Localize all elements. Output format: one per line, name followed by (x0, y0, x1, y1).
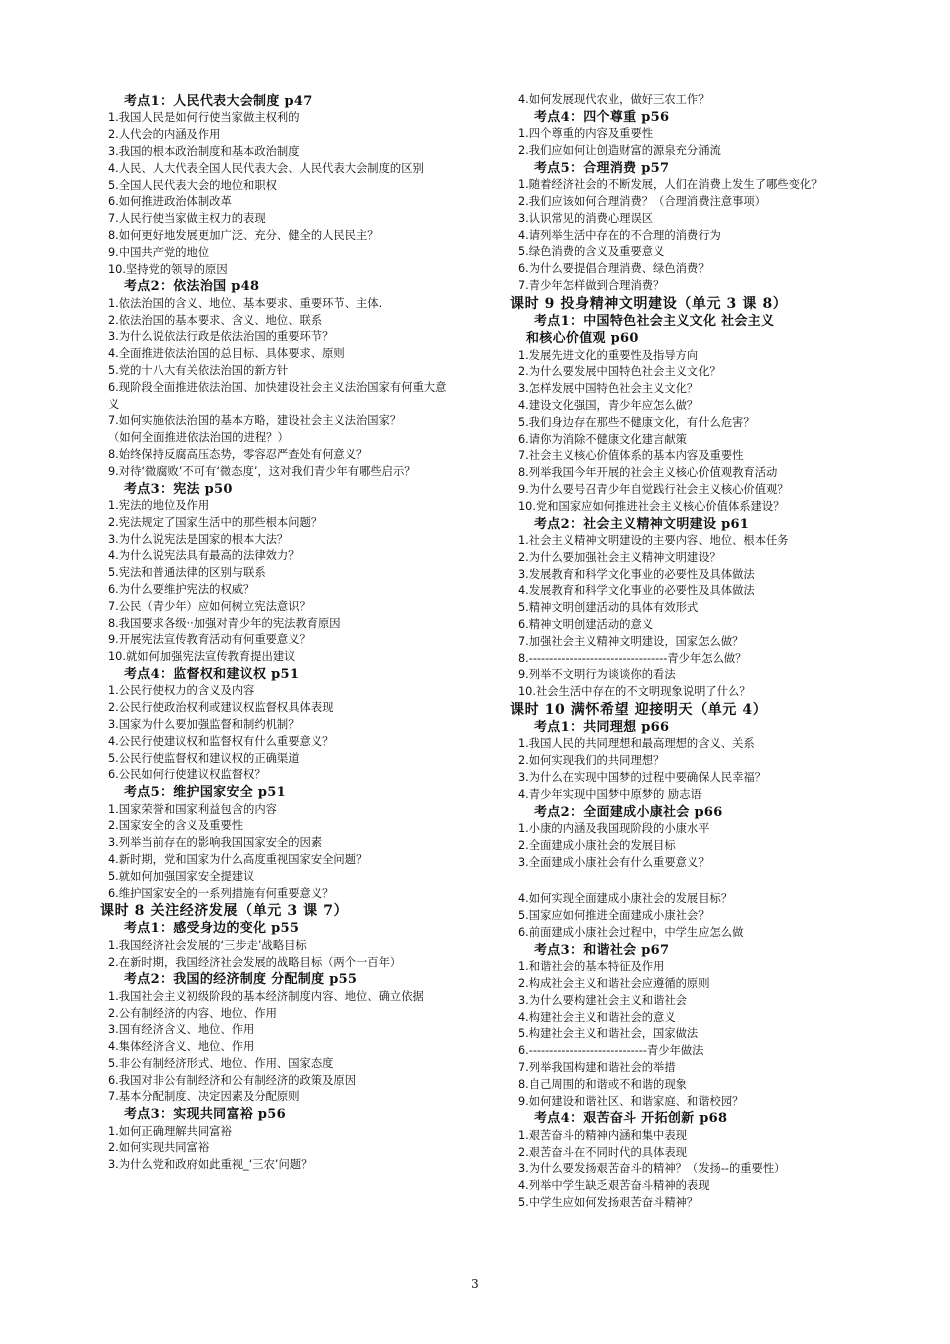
question-item: 5.中学生应如何发扬艰苦奋斗精神？ (518, 1195, 699, 1209)
section-heading: 考点2：我国的经济制度 分配制度 p55 (124, 972, 358, 988)
question-item: 8.如何更好地发展更加广泛、充分、健全的人民民主？ (108, 228, 379, 242)
question-item: 2.如何实现共同富裕 (108, 1141, 210, 1155)
question-item: 3.为什么在实现中国梦的过程中要确保人民幸福？ (518, 770, 767, 784)
question-item: 2.我们应该如何合理消费？（合理消费注意事项） (518, 195, 767, 208)
question-item: 6.现阶段全面推进依法治国、加快建设社会主义法治国家有何重大意义 (108, 380, 447, 411)
question-item: 3.列举当前存在的影响我国国家安全的因素 (108, 836, 323, 850)
question-item: 2.我们应如何让创造财富的源泉充分涌流 (518, 144, 721, 157)
question-item: 4.公民行使建议权和监督权有什么重要意义？ (108, 734, 334, 748)
question-item: 8.始终保持反腐高压态势，零容忍严查处有何意义？ (108, 447, 368, 461)
question-item: 7.列举我国构建和谐社会的举措 (518, 1060, 676, 1074)
question-item: 8.----------------------------------青少年怎么做？ (518, 651, 747, 665)
lesson-heading: 课时 10 满怀希望 迎接明天（单元 4） (510, 701, 768, 718)
question-item: 6.公民如何行使建议权监督权？ (108, 768, 266, 782)
question-item: 10.党和国家应如何推进社会主义核心价值体系建设？ (518, 499, 785, 513)
section-heading: 考点5：合理消费 p57 (534, 160, 670, 176)
question-item: 5.绿色消费的含义及重要意义 (518, 245, 665, 259)
question-item: 4.建设文化强国，青少年应怎么做？ (518, 398, 699, 412)
question-item: 3.为什么说宪法是国家的根本大法？ (108, 532, 289, 546)
question-item: 2.国家安全的含义及重要性 (108, 819, 244, 833)
question-item: 2.在新时期，我国经济社会发展的战略目标（两个一百年） (108, 955, 402, 969)
question-item: 3.发展教育和科学文化事业的必要性及具体做法 (518, 567, 755, 581)
question-item: 6.请你为消除不健康文化建言献策 (518, 432, 687, 446)
section-heading: 考点1：中国特色社会主义文化 社会主义 (534, 313, 775, 329)
question-item: 7.社会主义核心价值体系的基本内容及重要性 (518, 449, 744, 463)
question-item: 1.随着经济社会的不断发展，人们在消费上发生了哪些变化？ (518, 178, 823, 192)
question-item: 3.为什么党和政府如此重视_‘三农’问题？ (108, 1158, 313, 1172)
question-item: 7.基本分配制度、决定因素及分配原则 (108, 1090, 300, 1104)
question-item: 9.如何建设和谐社区、和谐家庭、和谐校园？ (518, 1094, 744, 1108)
question-item: 2.公有制经济的内容、地位、作用 (108, 1006, 277, 1020)
question-item: 1.我国人民是如何行使当家做主权利的 (108, 111, 300, 125)
question-item: 6.我国对非公有制经济和公有制经济的政策及原因 (108, 1073, 357, 1087)
section-heading: 考点4：监督权和建议权 p51 (124, 666, 300, 682)
question-item: 7.人民行使当家做主权力的表现 (108, 212, 266, 226)
question-item: 4.全面推进依法治国的总目标、具体要求、原则 (108, 347, 345, 361)
question-item: 6.维护国家安全的一系列措施有何重要意义？ (108, 886, 334, 900)
page-number: 3 (471, 1277, 479, 1291)
question-item: 1.宪法的地位及作用 (108, 498, 210, 512)
question-item: 4.列举中学生缺乏艰苦奋斗精神的表现 (518, 1179, 710, 1193)
question-item: 2.如何实现我们的共同理想？ (518, 754, 665, 768)
question-item: 4.发展教育和科学文化事业的必要性及具体做法 (518, 584, 755, 598)
question-item: 5.构建社会主义和谐社会，国家做法 (518, 1027, 699, 1041)
question-item: 4.集体经济含义、地位、作用 (108, 1040, 255, 1054)
question-item: 5.国家应如何推进全面建成小康社会？ (518, 909, 710, 923)
question-item: 8.自己周围的和谐或不和谐的现象 (518, 1077, 687, 1091)
question-item: 5.就如何加强国家安全提建议 (108, 869, 255, 883)
question-item: 4.人民、人大代表全国人民代表大会、人民代表大会制度的区别 (108, 161, 424, 175)
question-item: 1.如何正确理解共同富裕 (108, 1124, 232, 1138)
section-heading: 考点2：社会主义精神文明建设 p61 (534, 516, 750, 532)
question-item: 3.为什么说依法行政是依法治国的重要环节？ (108, 330, 334, 344)
question-item: 5.全国人民代表大会的地位和职权 (108, 178, 277, 192)
question-item: 1.四个尊重的内容及重要性 (518, 127, 654, 141)
section-heading: 考点1：共同理想 p66 (534, 719, 670, 735)
question-item: 3.国有经济含义、地位、作用 (108, 1023, 255, 1037)
question-item: 3.为什么要发扬艰苦奋斗的精神？（发扬--的重要性） (518, 1162, 786, 1176)
question-item: 9.开展宪法宣传教育活动有何重要意义？ (108, 633, 311, 647)
question-item: 9.中国共产党的地位 (108, 245, 210, 259)
question-item: （如何全面推进依法治国的进程？） (108, 431, 289, 445)
left-column (100, 93, 455, 1174)
question-item: 7.公民（青少年）应如何树立宪法意识？ (108, 599, 311, 613)
question-item: 8.我国要求各级··加强对青少年的宪法教育原因 (108, 616, 341, 630)
section-heading: 考点1：人民代表大会制度 p47 (124, 94, 313, 109)
question-item: 8.列举我国今年开展的社会主义核心价值观教育活动 (518, 466, 778, 480)
section-heading-continued: 和核心价值观 p60 (526, 331, 639, 347)
question-item: 6.前面建成小康社会过程中，中学生应怎么做 (518, 925, 744, 939)
right-column (510, 92, 840, 1212)
question-item: 1.国家荣誉和国家利益包含的内容 (108, 802, 277, 816)
question-item: 3.国家为什么要加强监督和制约机制？ (108, 717, 300, 731)
question-item: 9.列举不文明行为谈谈你的看法 (518, 668, 676, 682)
question-item: 9.为什么要号召青少年自觉践行社会主义核心价值观？ (518, 482, 789, 496)
question-item: 1.我国社会主义初级阶段的基本经济制度内容、地位、确立依据 (108, 989, 424, 1003)
question-item: 6.如何推进政治体制改革 (108, 195, 232, 209)
question-item: 3.为什么要构建社会主义和谐社会 (518, 993, 687, 1007)
section-heading: 考点1：感受身边的变化 p55 (124, 921, 300, 937)
section-heading: 考点4：艰苦奋斗 开拓创新 p68 (534, 1111, 728, 1127)
question-item: 2.为什么要发展中国特色社会主义文化？ (518, 365, 721, 379)
section-heading: 考点3：宪法 p50 (124, 481, 233, 497)
question-item: 2.公民行使政治权利或建议权监督权具体表现 (108, 701, 334, 715)
question-item: 6.精神文明创建活动的意义 (518, 617, 654, 631)
question-item: 5.公民行使监督权和建议权的正确渠道 (108, 751, 300, 765)
question-item: 2.为什么要加强社会主义精神文明建设？ (518, 550, 721, 564)
question-item: 1.和谐社会的基本特征及作用 (518, 960, 665, 974)
question-item: 1.我国人民的共同理想和最高理想的含义、关系 (518, 737, 755, 751)
question-item: 6.为什么要维护宪法的权威？ (108, 582, 255, 596)
section-heading: 考点4：四个尊重 p56 (534, 109, 670, 125)
question-item: 7.如何实施依法治国的基本方略，建设社会主义法治国家？ (108, 414, 402, 428)
section-heading: 考点2：全面建成小康社会 p66 (534, 804, 723, 820)
question-item: 7.加强社会主义精神文明建设，国家怎么做？ (518, 634, 744, 648)
question-item: 10.就如何加强宪法宣传教育提出建议 (108, 650, 296, 664)
question-item: 5.精神文明创建活动的具体有效形式 (518, 601, 699, 615)
lesson-heading: 课时 9 投身精神文明建设（单元 3 课 8） (510, 295, 788, 312)
spacer (510, 871, 840, 891)
question-item: 3.怎样发展中国特色社会主义文化？ (518, 382, 699, 396)
question-item: 5.党的十八大有关依法治国的新方针 (108, 363, 289, 377)
question-item: 1.我国经济社会发展的‘三步走’战略目标 (108, 938, 307, 952)
question-item: 2.全面建成小康社会的发展目标 (518, 838, 676, 852)
question-item: 4.青少年实现中国梦中原梦的 励志语 (518, 787, 702, 801)
question-item: 1.小康的内涵及我国现阶段的小康水平 (518, 821, 710, 835)
section-heading: 考点5：维护国家安全 p51 (124, 785, 286, 801)
question-item: 4.构建社会主义和谐社会的意义 (518, 1010, 676, 1024)
question-item: 1.艰苦奋斗的精神内涵和集中表现 (518, 1128, 687, 1142)
question-item: 10.坚持党的领导的原因 (108, 262, 228, 276)
question-item: 1.社会主义精神文明建设的主要内容、地位、根本任务 (518, 533, 789, 547)
question-item: 4.如何发展现代农业，做好三农工作？ (518, 93, 710, 106)
question-item: 2.艰苦奋斗在不同时代的具体表现 (518, 1145, 687, 1159)
question-item: 5.宪法和普通法律的区别与联系 (108, 566, 266, 580)
question-item: 3.认识常见的消费心理误区 (518, 211, 654, 225)
lesson-heading: 课时 8 关注经济发展（单元 3 课 7） (100, 903, 349, 920)
question-item: 9.对待‘微腐败’不可有‘微态度’，这对我们青少年有哪些启示？ (108, 464, 416, 478)
section-heading: 考点2：依法治国 p48 (124, 279, 260, 295)
question-item: 7.青少年怎样做到合理消费？ (518, 278, 665, 292)
question-item: 4.如何实现全面建成小康社会的发展目标？ (518, 892, 733, 906)
question-item: 2.依法治国的基本要求、含义、地位、联系 (108, 313, 323, 327)
question-item: 4.为什么说宪法具有最高的法律效力？ (108, 549, 300, 563)
question-item: 1.依法治国的含义、地位、基本要求、重要环节、主体. (108, 296, 383, 310)
question-item: 2.人代会的内涵及作用 (108, 128, 221, 142)
section-heading: 考点3：和谐社会 p67 (534, 942, 670, 958)
section-heading: 考点3：实现共同富裕 p56 (124, 1107, 286, 1123)
question-item: 2.宪法规定了国家生活中的那些根本问题？ (108, 515, 323, 529)
question-item: 5.非公有制经济形式、地位、作用、国家态度 (108, 1056, 334, 1070)
question-item: 6.-----------------------------青少年做法 (518, 1044, 704, 1058)
question-item: 3.我国的根本政治制度和基本政治制度 (108, 145, 300, 158)
question-item: 5.我们身边存在那些不健康文化，有什么危害？ (518, 415, 755, 429)
question-item: 2.构成社会主义和谐社会应遵循的原则 (518, 976, 710, 990)
question-item: 1.公民行使权力的含义及内容 (108, 684, 255, 698)
question-item: 1.发展先进文化的重要性及指导方向 (518, 348, 699, 362)
question-item: 10.社会生活中存在的不文明现象说明了什么？ (518, 685, 751, 699)
question-item: 4.新时期，党和国家为什么高度重视国家安全问题？ (108, 852, 368, 866)
question-item: 4.请列举生活中存在的不合理的消费行为 (518, 228, 721, 242)
question-item: 6.为什么要提倡合理消费、绿色消费？ (518, 262, 710, 276)
question-item: 3.全面建成小康社会有什么重要意义？ (518, 855, 710, 869)
